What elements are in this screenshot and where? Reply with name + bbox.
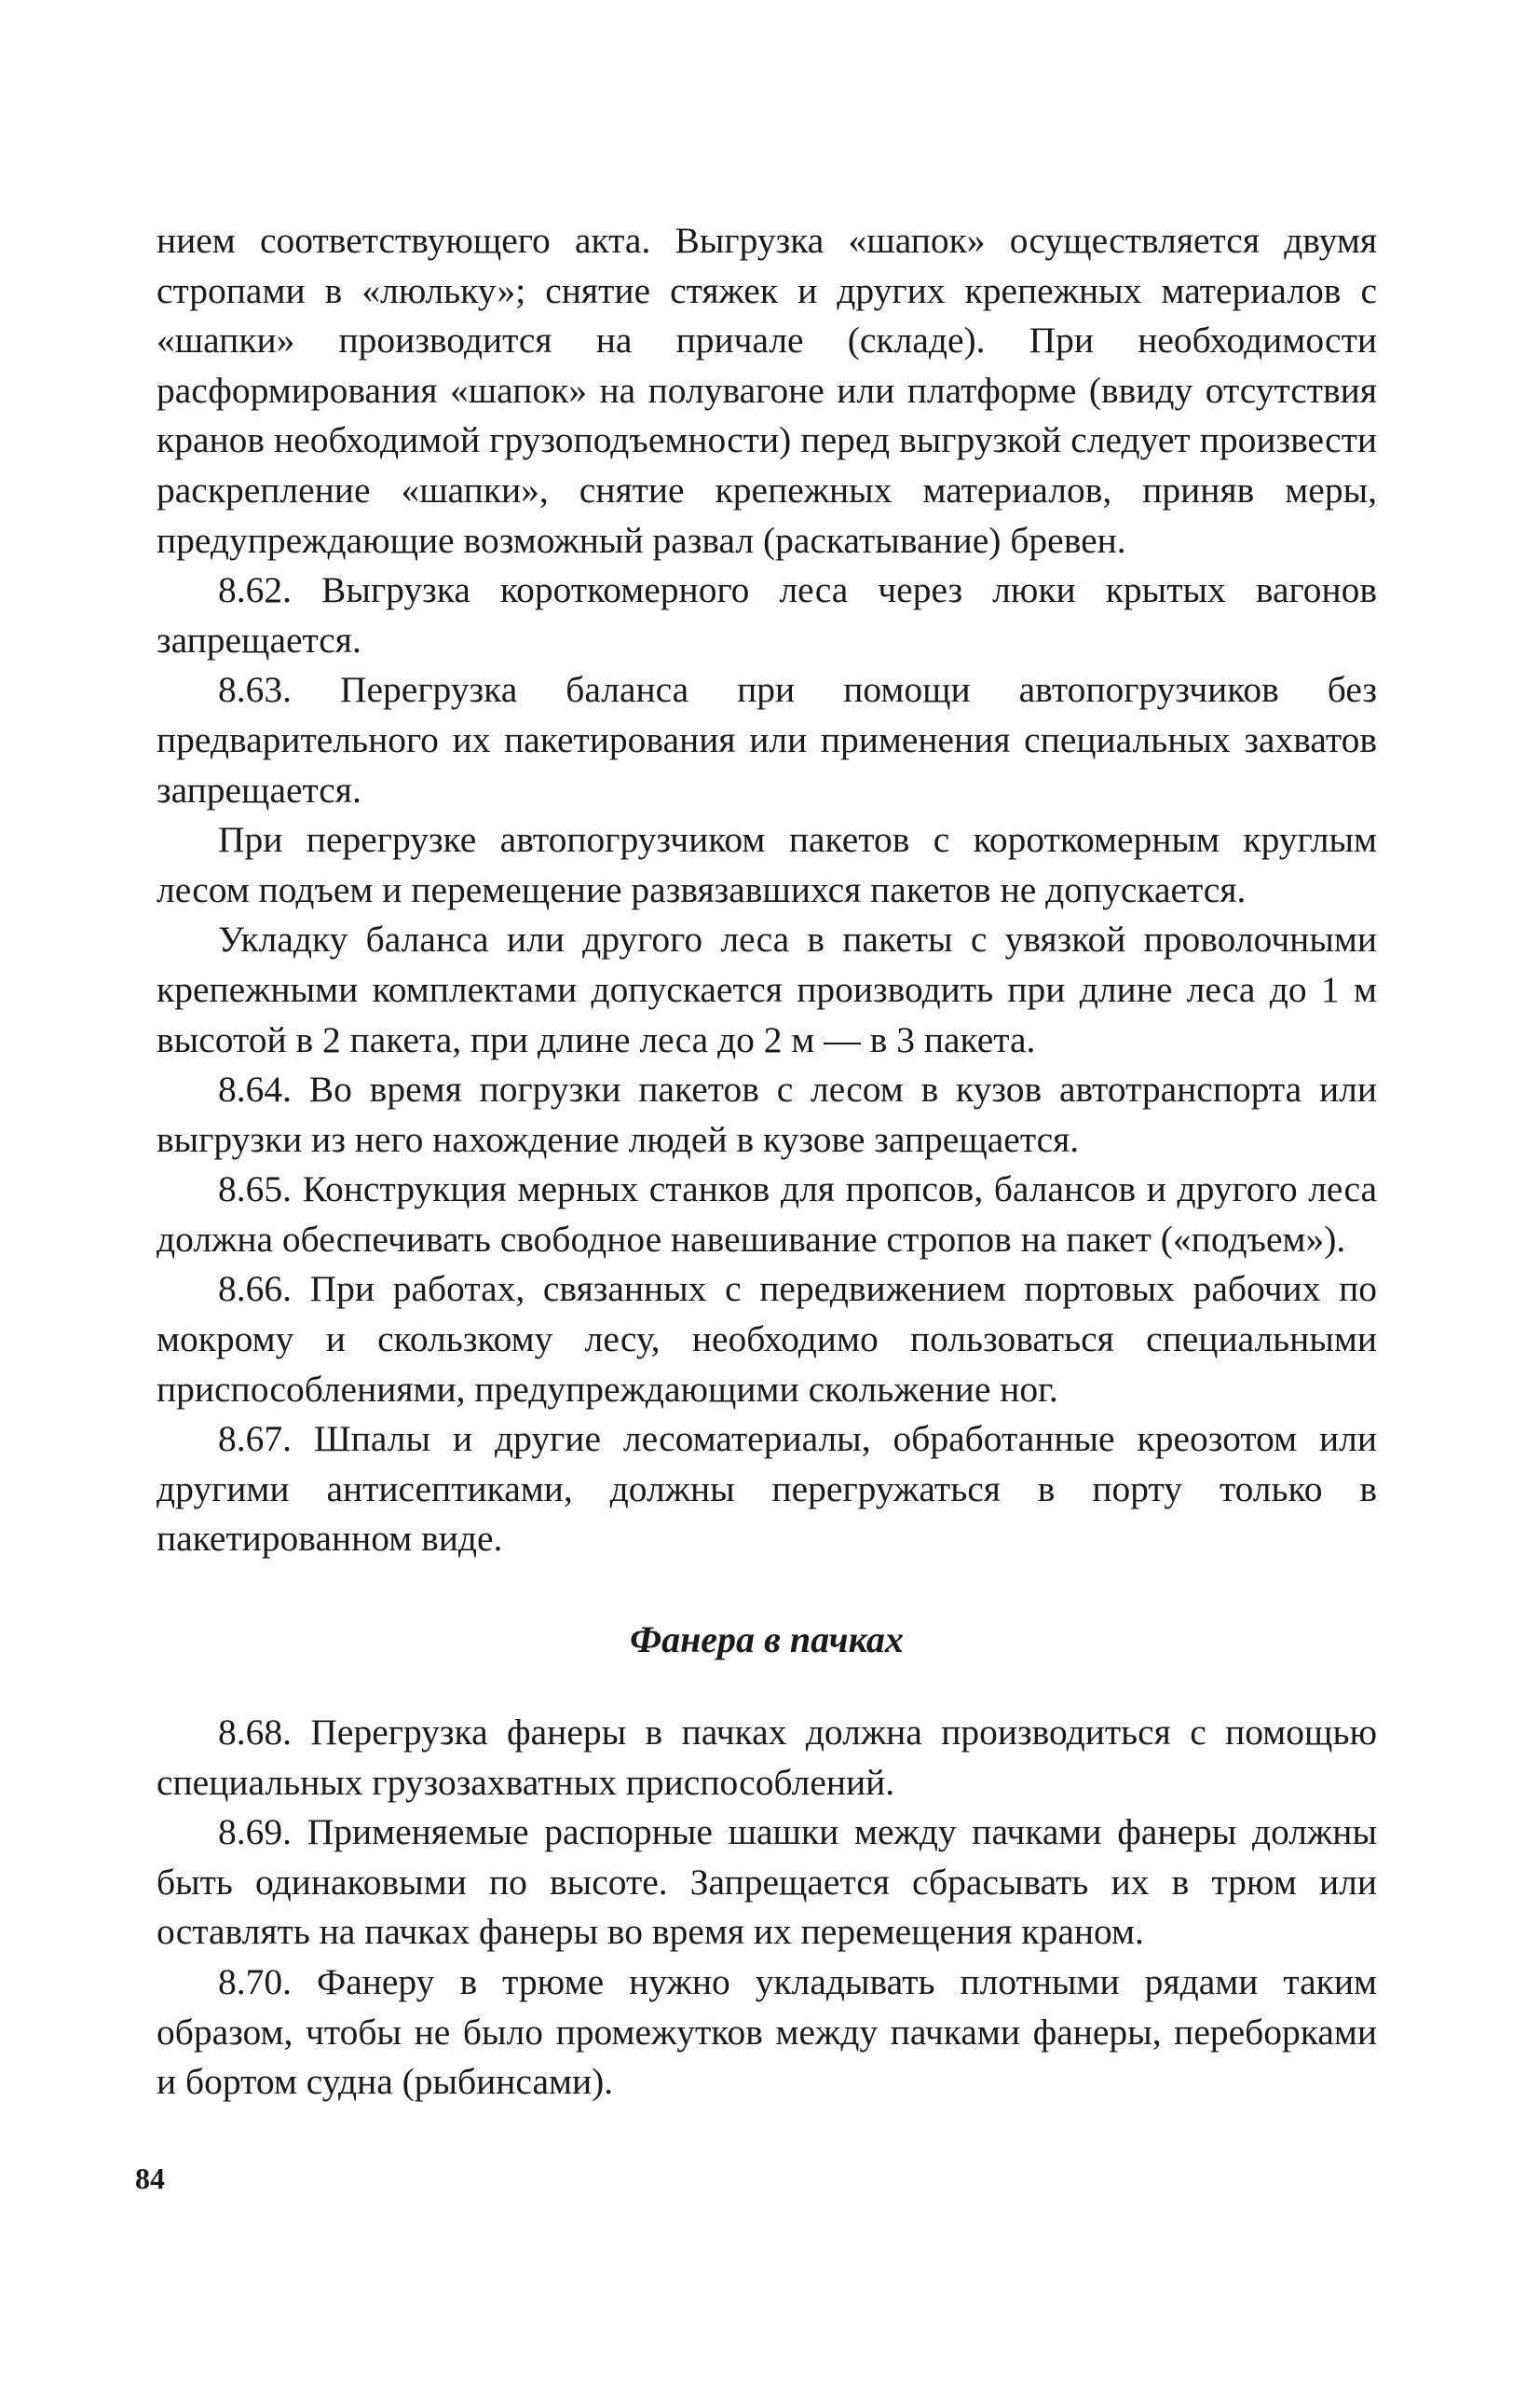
- paragraph-8-68: 8.68. Перегрузка фанеры в пачках должна производиться с помощью специальных грузозахватных приспособлений.: [157, 1712, 1377, 1803]
- paragraph-8-67: 8.67. Шпалы и другие лесоматериалы, обработанные креозотом или другими антисептиками, должны перегружаться в порту только в пакетированном виде.: [157, 1418, 1377, 1560]
- section-heading: Фанера в пачках: [630, 1618, 904, 1661]
- paragraph-8-64: 8.64. Во время погрузки пакетов с лесом в кузов автотранспорта или выгрузки из него нахождение людей в кузове запрещается.: [157, 1069, 1377, 1160]
- paragraph-8-63: 8.63. Перегрузка баланса при помощи автопогрузчиков без предварительного их пакетирования или применения специальных захватов запрещается.: [157, 669, 1377, 811]
- page-number: 84: [135, 2162, 165, 2195]
- paragraph-8-69: 8.69. Применяемые распорные шашки между пачками фанеры должны быть одинаковыми по высоте. Запрещается сбрасывать их в трюм или оставлять на пачках фанеры во время их перемещения краном.: [157, 1811, 1377, 1953]
- page-body: [157, 216, 1377, 2108]
- paragraph-8-65: 8.65. Конструкция мерных станков для пропсов, балансов и другого леса должна обеспечивать свободное навешивание стропов на пакет («подъем»).: [157, 1168, 1377, 1260]
- paragraph-8-62: 8.62. Выгрузка короткомерного леса через люки крытых вагонов запрещается.: [157, 569, 1377, 661]
- paragraph-continuation: нием соответствующего акта. Выгрузка «шапок» осуществляется двумя стропами в «люльку»; снятие стяжек и других крепежных материалов с «шапки» производится на причале (складе). При необходимости расформирования «шапок» на полувагоне или платформе (ввиду отсутствия кранов необходимой грузоподъемности) перед выгрузкой следует произвести раскрепление «шапки», снятие крепежных материалов, приняв меры, предупреждающие возможный развал (раскатывание) бревен.: [157, 220, 1377, 561]
- paragraph-8-66: 8.66. При работах, связанных с передвижением портовых рабочих по мокрому и скользкому лесу, необходимо пользоваться специальными приспособлениями, предупреждающими скольжение ног.: [157, 1268, 1377, 1410]
- paragraph-8-63-packing: Укладку баланса или другого леса в пакеты с увязкой проволочными крепежными комплектами допускается производить при длине леса до 1 м высотой в 2 пакета, при длине леса до 2 м — в 3 пакета.: [157, 919, 1377, 1060]
- paragraph-8-70: 8.70. Фанеру в трюме нужно укладывать плотными рядами таким образом, чтобы не было промежутков между пачками фанеры, переборками и бортом судна (рыбинсами).: [157, 1961, 1377, 2103]
- paragraph-8-63-note: При перегрузке автопогрузчиком пакетов с короткомерным круглым лесом подъем и перемещение развязавшихся пакетов не допускается.: [157, 819, 1377, 910]
